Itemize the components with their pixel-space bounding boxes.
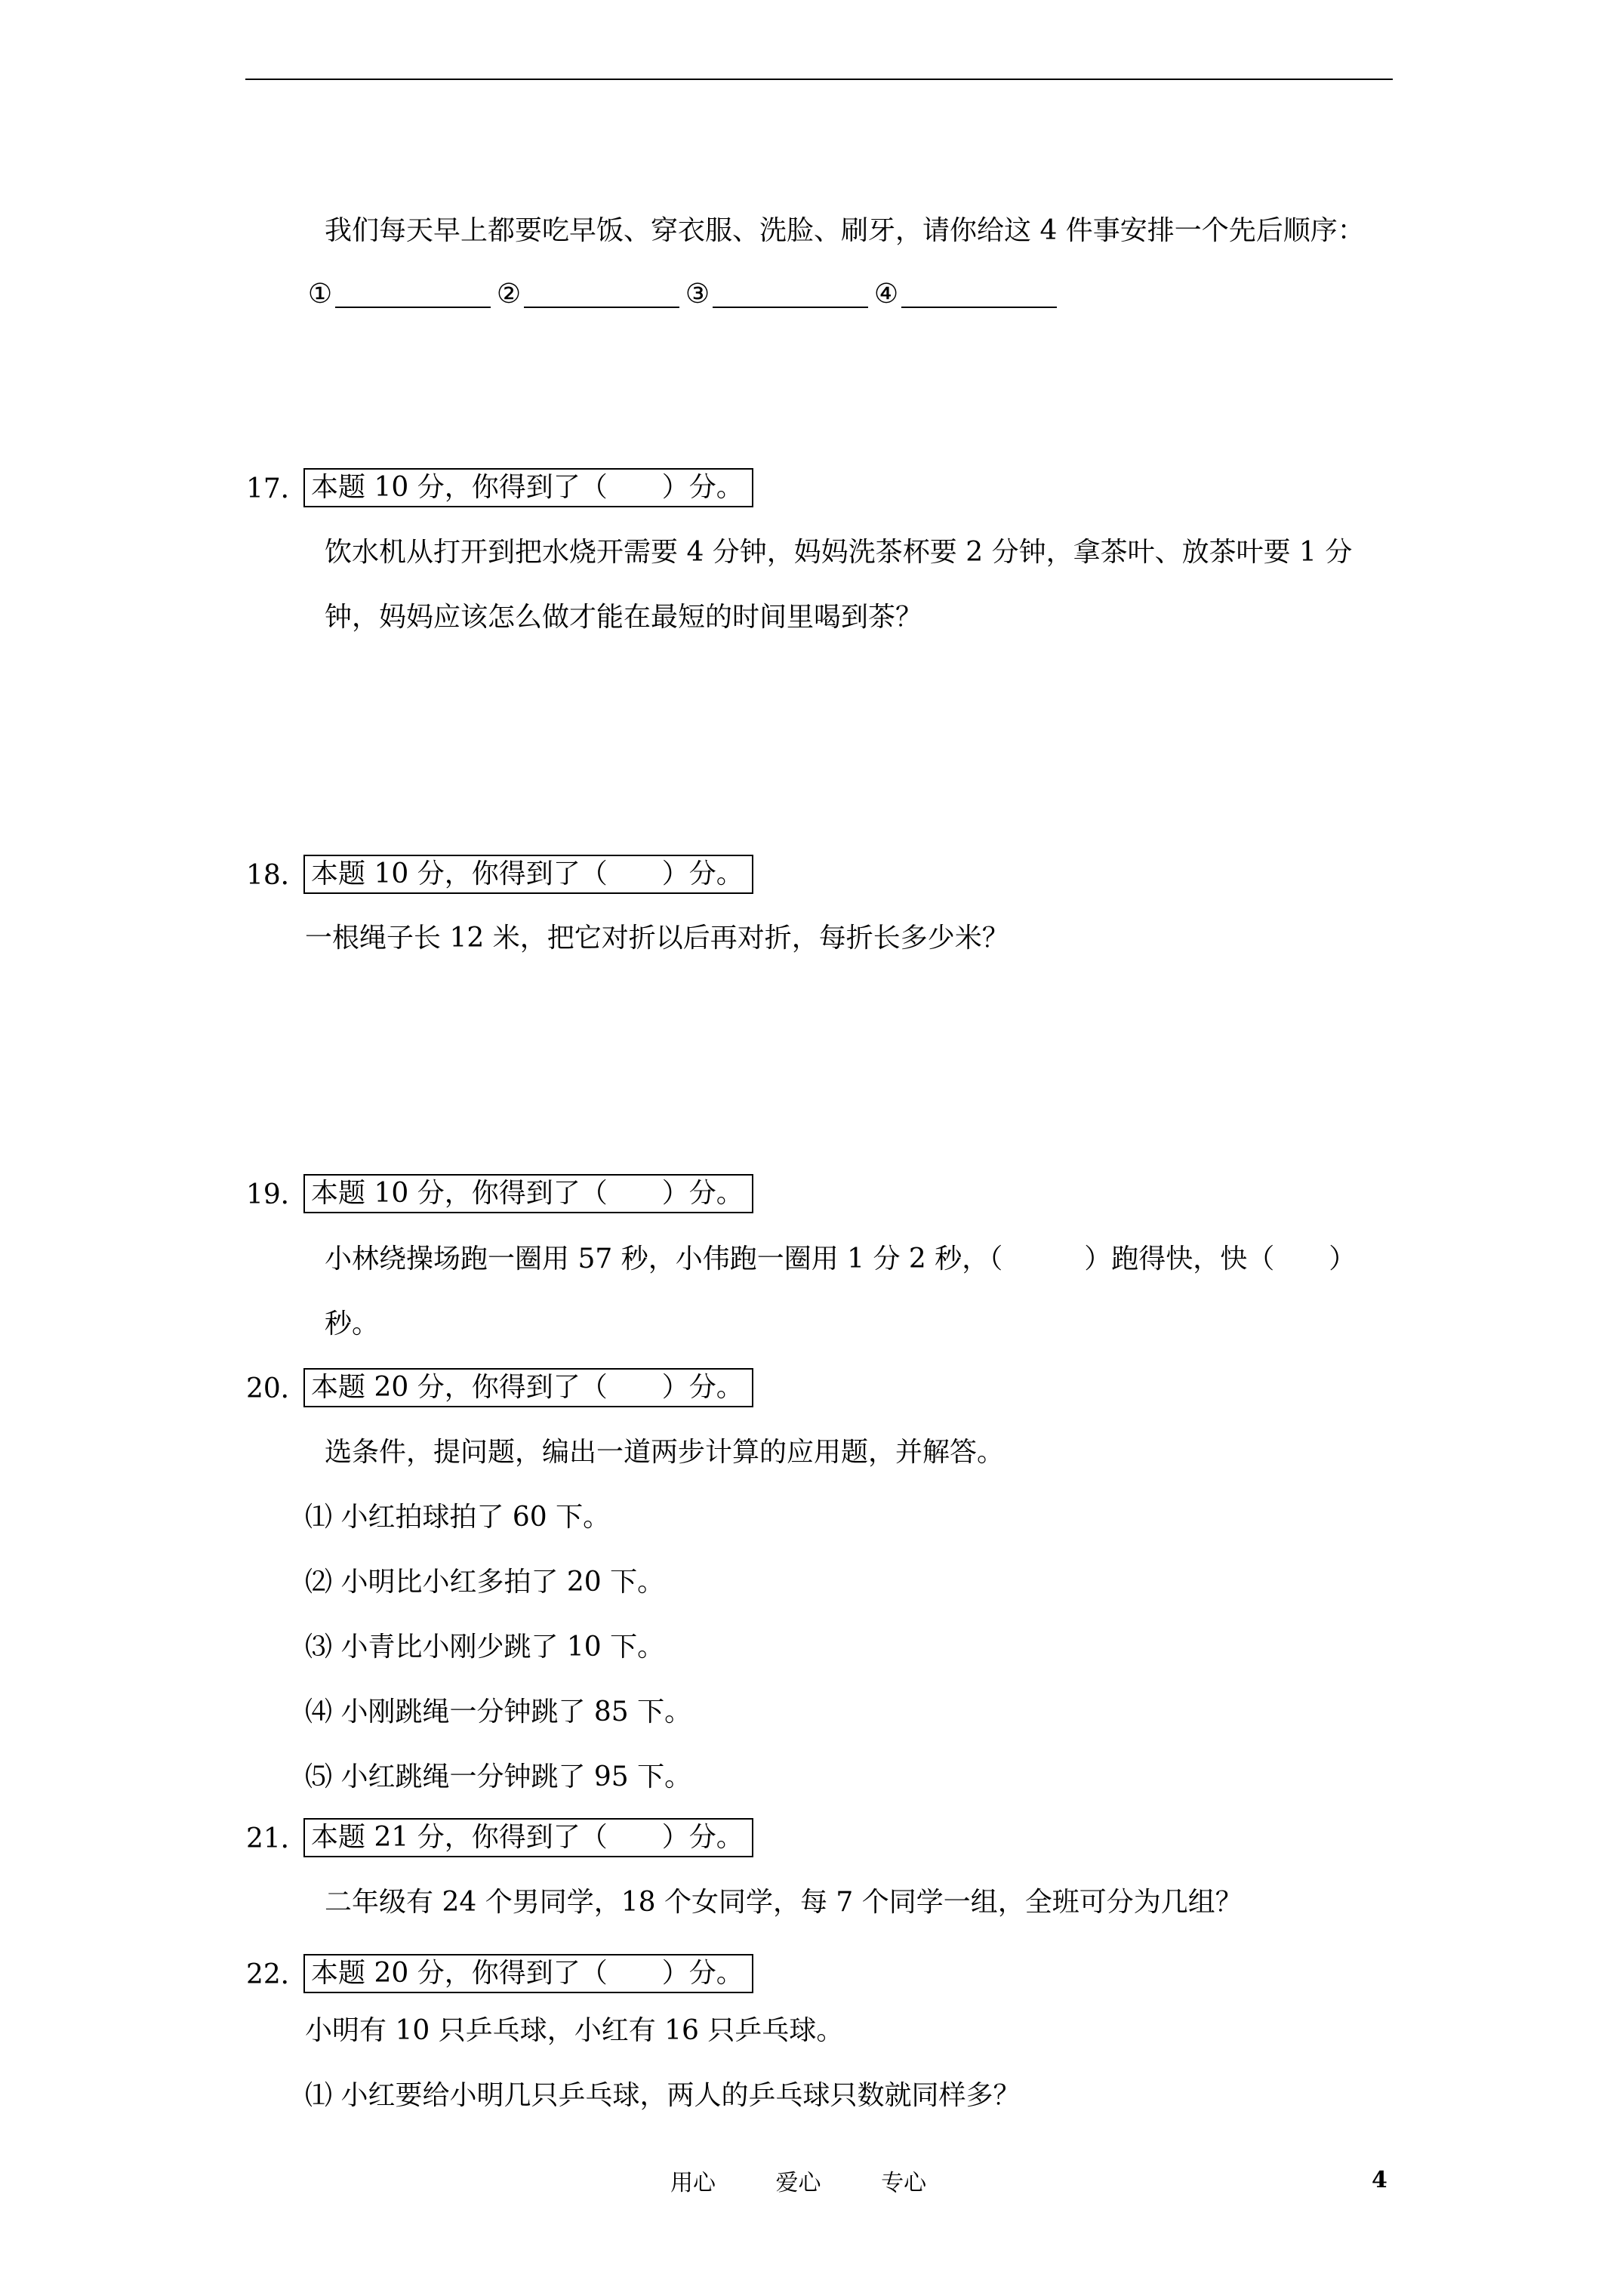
blank-mark-2: ② xyxy=(496,279,522,310)
question-text: 小明有 10 只乒乓球，小红有 16 只乒乓球。 xyxy=(305,2015,844,2046)
score-box: 本题 21 分，你得到了（ ）分。 xyxy=(303,1818,753,1857)
option-item: ⑸ 小红跳绳一分钟跳了 95 下。 xyxy=(305,1761,692,1792)
option-item: ⑵ 小明比小红多拍了 20 下。 xyxy=(305,1567,665,1598)
question-text: 二年级有 24 个男同学，18 个女同学，每 7 个同学一组，全班可分为几组？ xyxy=(325,1887,1243,1918)
footer-item: 用心 xyxy=(670,2170,716,2196)
blank-mark-4: ④ xyxy=(873,279,899,310)
answer-blank-3[interactable] xyxy=(713,284,868,308)
question-text: 饮水机从打开到把水烧开需要 4 分钟，妈妈洗茶杯要 2 分钟，拿茶叶、放茶叶要 1 分 xyxy=(325,537,1353,568)
question-text: 选条件，提问题，编出一道两步计算的应用题，并解答。 xyxy=(325,1437,1005,1468)
footer-item: 专心 xyxy=(881,2170,927,2196)
score-box: 本题 10 分，你得到了（ ）分。 xyxy=(303,855,753,894)
q16-text: 我们每天早上都要吃早饭、穿衣服、洗脸、刷牙，请你给这 4 件事安排一个先后顺序： xyxy=(325,215,1365,246)
blank-mark-1: ① xyxy=(307,279,333,310)
option-item: ⑷ 小刚跳绳一分钟跳了 85 下。 xyxy=(305,1697,692,1727)
question-number: 22． xyxy=(246,1959,308,1990)
question-text: 小林绕操场跑一圈用 57 秒，小伟跑一圈用 1 分 2 秒，（ ）跑得快，快（ ） xyxy=(325,1244,1357,1274)
question-text: 钟，妈妈应该怎么做才能在最短的时间里喝到茶？ xyxy=(325,602,923,633)
option-item: ⑴ 小红要给小明几只乒乓球，两人的乒乓球只数就同样多？ xyxy=(305,2080,1021,2111)
page-number: 4 xyxy=(1372,2167,1387,2193)
answer-blank-1[interactable] xyxy=(335,284,491,308)
score-box: 本题 20 分，你得到了（ ）分。 xyxy=(303,1954,753,1993)
question-number: 21． xyxy=(246,1823,308,1854)
score-box: 本题 10 分，你得到了（ ）分。 xyxy=(303,1174,753,1213)
footer-slogan xyxy=(670,2164,979,2197)
answer-blank-4[interactable] xyxy=(901,284,1057,308)
header-rule xyxy=(245,79,1393,80)
question-number: 17． xyxy=(246,473,308,504)
question-text: 一根绳子长 12 米，把它对折以后再对折，每折长多少米？ xyxy=(305,923,1009,954)
q16-answer-blanks xyxy=(305,281,1060,308)
score-box: 本题 20 分，你得到了（ ）分。 xyxy=(303,1368,753,1407)
option-item: ⑴ 小红拍球拍了 60 下。 xyxy=(305,1502,611,1533)
option-item: ⑶ 小青比小刚少跳了 10 下。 xyxy=(305,1632,665,1663)
blank-mark-3: ③ xyxy=(685,279,710,310)
question-number: 18． xyxy=(246,860,308,891)
question-number: 19． xyxy=(246,1179,308,1210)
question-number: 20． xyxy=(246,1373,308,1404)
answer-blank-2[interactable] xyxy=(524,284,679,308)
footer-item: 爱心 xyxy=(775,2170,821,2196)
score-box: 本题 10 分，你得到了（ ）分。 xyxy=(303,468,753,507)
question-text: 秒。 xyxy=(325,1308,380,1339)
